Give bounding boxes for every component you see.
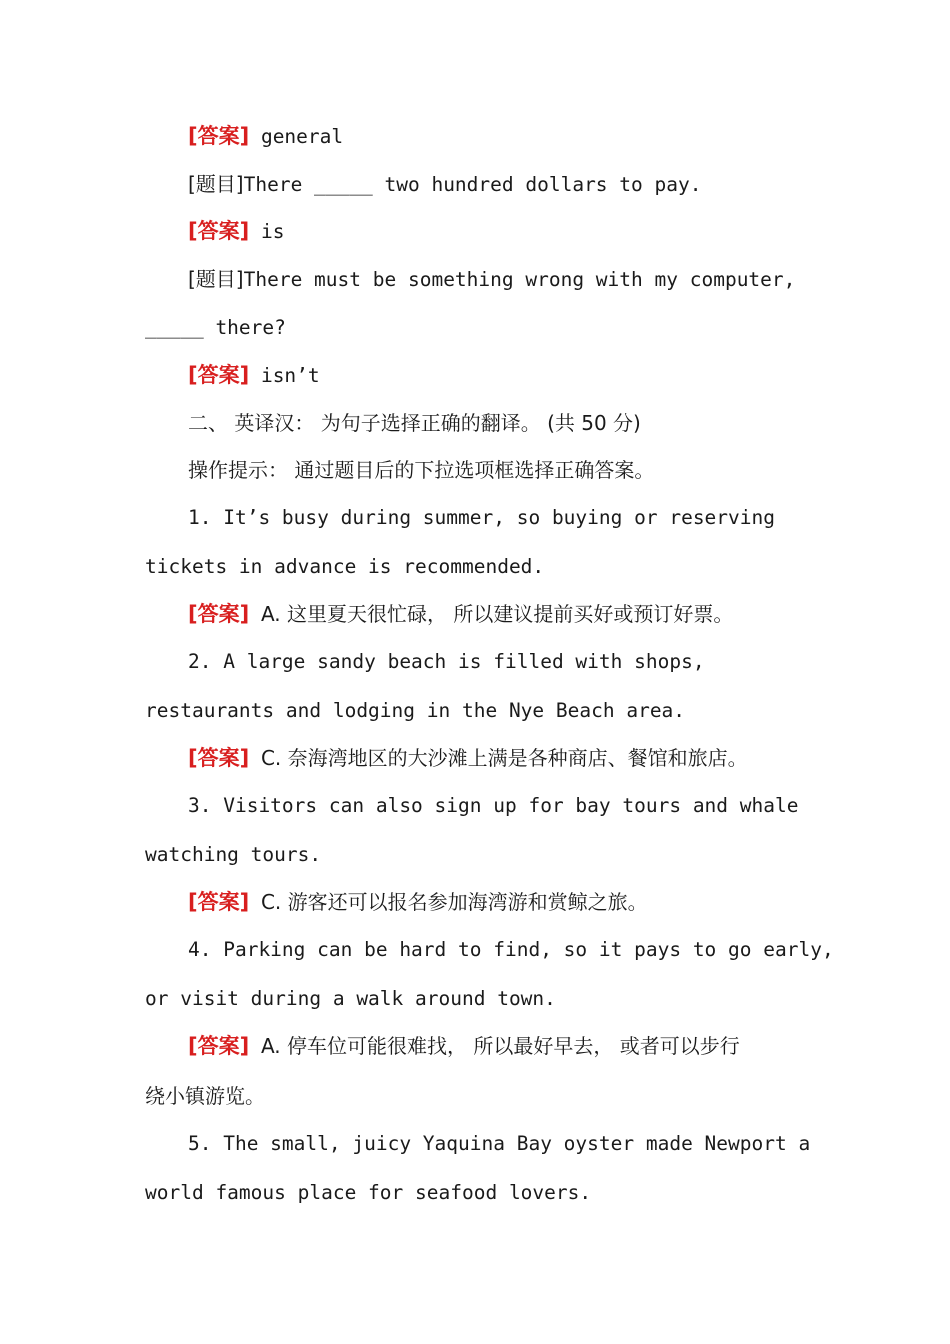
- answer-text: A. 停车位可能很难找， 所以最好早去， 或者可以步行: [260, 1034, 740, 1058]
- answer-tag: [答案]: [188, 890, 250, 914]
- answer-text: A. 这里夏天很忙碌， 所以建议提前买好或预订好票。: [260, 602, 734, 626]
- answer-text: general: [260, 125, 344, 148]
- answer-text: C. 奈海湾地区的大沙滩上满是各种商店、餐馆和旅店。: [260, 746, 748, 770]
- answer-tag: [答案]: [188, 124, 250, 148]
- answer-text: is: [260, 220, 285, 243]
- question-line-two-hundred-dollars: [0, 170, 950, 199]
- answer-tag: [答案]: [188, 1034, 250, 1058]
- sentence-4-answer: [0, 1032, 950, 1061]
- answer-text: C. 游客还可以报名参加海湾游和赏鲸之旅。: [260, 890, 648, 914]
- question-tag: [题目]: [188, 172, 244, 196]
- sentence-1-line-1: 1. It’s busy during summer, so buying or reserving: [188, 506, 775, 529]
- sentence-5-line-1: 5. The small, juicy Yaquina Bay oyster made Newport a: [188, 1132, 811, 1155]
- question-tag: [题目]: [188, 267, 244, 291]
- sentence-1-answer: [0, 600, 950, 629]
- sentence-3-line-1: 3. Visitors can also sign up for bay tours and whale: [188, 794, 799, 817]
- question-text: There must be something wrong with my computer,: [243, 268, 796, 291]
- question-line-computer: [0, 265, 950, 294]
- section-heading: 二、 英译汉： 为句子选择正确的翻译。 (共 50 分): [188, 411, 641, 435]
- sentence-2-line-2: restaurants and lodging in the Nye Beach area.: [145, 699, 686, 722]
- sentence-4-line-1: 4. Parking can be hard to find, so it pays to go early,: [188, 938, 834, 961]
- sentence-2-line-1: 2. A large sandy beach is filled with shops,: [188, 650, 705, 673]
- sentence-1-line-2: tickets in advance is recommended.: [145, 555, 545, 578]
- sentence-3-line-2: watching tours.: [145, 843, 322, 866]
- answer-tag: [答案]: [188, 746, 250, 770]
- answer-tag: [答案]: [188, 363, 250, 387]
- sentence-5-line-2: world famous place for seafood lovers.: [145, 1181, 592, 1204]
- question-line-continuation: [0, 314, 950, 342]
- question-text: _____ there?: [145, 316, 286, 339]
- answer-text: isn’t: [260, 364, 320, 387]
- answer-line-is: [0, 217, 950, 246]
- answer-tag: [答案]: [188, 602, 250, 626]
- sentence-4-answer-continuation: 绕小镇游览。: [145, 1084, 265, 1108]
- sentence-3-answer: [0, 888, 950, 917]
- question-text: There _____ two hundred dollars to pay.: [243, 173, 702, 196]
- sentence-4-line-2: or visit during a walk around town.: [145, 987, 556, 1010]
- answer-line-isnt: [0, 361, 950, 390]
- answer-tag: [答案]: [188, 219, 250, 243]
- operation-hint: 操作提示： 通过题目后的下拉选项框选择正确答案。: [188, 458, 655, 482]
- sentence-2-answer: [0, 744, 950, 773]
- answer-line-general: [0, 122, 950, 151]
